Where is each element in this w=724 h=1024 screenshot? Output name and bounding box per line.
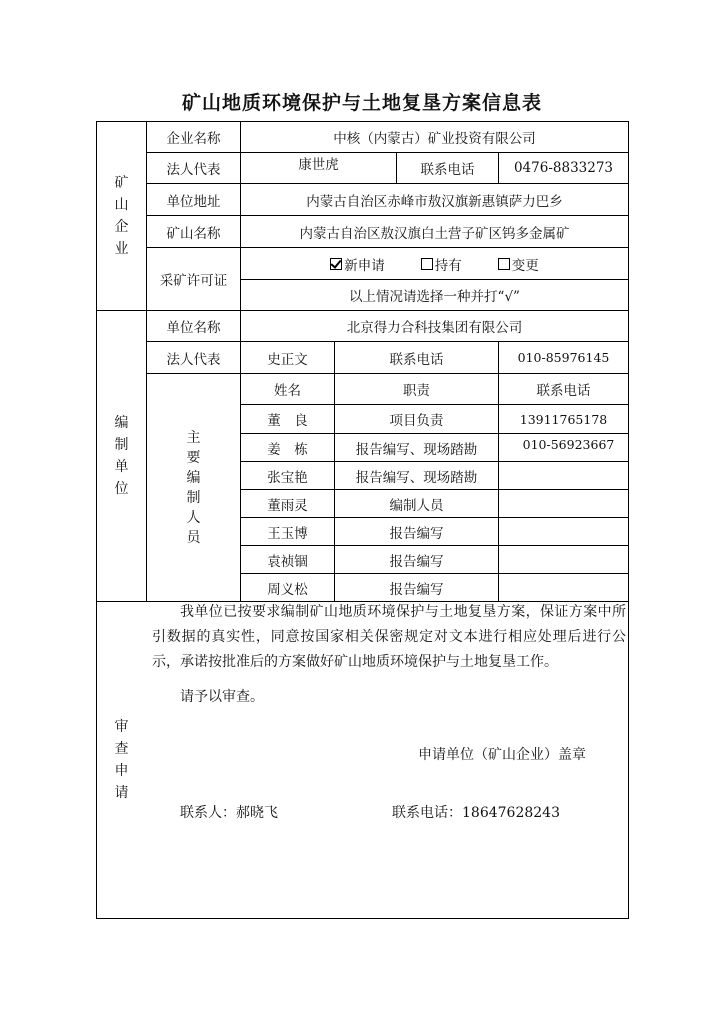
license-option-new[interactable]: 新申请 xyxy=(330,254,385,274)
staff-phone: 010-56923667 xyxy=(522,437,615,452)
compiler-legal-rep-label: 法人代表 xyxy=(166,351,221,368)
staff-duty: 报告编写、现场踏勘 xyxy=(355,441,478,458)
compiler-phone-value: 010-85976145 xyxy=(517,350,610,365)
staff-name: 张宝艳 xyxy=(267,469,308,486)
staff-phone xyxy=(499,574,628,601)
checkbox-checked-icon[interactable] xyxy=(330,258,342,270)
unit-name-label: 单位名称 xyxy=(166,320,221,336)
mine-name-value: 内蒙古自治区敖汉旗白土营子矿区钨多金属矿 xyxy=(299,225,570,242)
mine-enterprise-section-label: 矿 山 企 业 xyxy=(114,175,129,257)
mining-license-label: 采矿许可证 xyxy=(159,273,228,289)
contact-phone-label: 联系电话 xyxy=(420,162,475,178)
review-seal-line: 申请单位（矿山企业）盖章 xyxy=(418,747,586,763)
staff-name: 姜 栋 xyxy=(267,441,308,458)
staff-name: 袁祯锢 xyxy=(267,553,308,570)
address-value: 内蒙古自治区赤峰市敖汉旗新惠镇萨力巴乡 xyxy=(306,193,563,210)
license-options xyxy=(241,248,628,279)
staff-name: 董雨灵 xyxy=(267,497,308,514)
checkbox-icon[interactable] xyxy=(498,258,510,270)
legal-rep-label: 法人代表 xyxy=(166,162,221,178)
staff-section-label: 主 要 编 制 人 员 xyxy=(186,429,201,546)
staff-name: 董 良 xyxy=(267,413,308,429)
review-contact-phone: 联系电话：18647628243 xyxy=(392,805,560,821)
license-note: 以上情况请选择一种并打“√” xyxy=(349,289,520,305)
checkbox-icon[interactable] xyxy=(421,258,433,270)
staff-header-name: 姓名 xyxy=(274,383,301,399)
unit-name-value: 北京得力合科技集团有限公司 xyxy=(346,320,523,336)
compiler-phone-label: 联系电话 xyxy=(389,351,444,368)
form-title: 矿山地质环境保护与土地复垦方案信息表 xyxy=(181,92,542,114)
staff-duty: 项目负责 xyxy=(389,413,444,429)
staff-header-duty: 职责 xyxy=(403,383,430,399)
staff-duty: 编制人员 xyxy=(389,497,444,514)
legal-rep-value: 康世虎 xyxy=(298,157,339,173)
compiler-legal-rep-value: 史正文 xyxy=(267,351,308,368)
company-name-value: 中核（内蒙古）矿业投资有限公司 xyxy=(333,131,536,147)
company-name-label: 企业名称 xyxy=(166,131,221,147)
staff-name: 周义松 xyxy=(267,581,308,598)
license-option-change[interactable]: 变更 xyxy=(498,254,539,274)
contact-phone-value: 0476-8833273 xyxy=(513,160,614,176)
license-option-hold[interactable]: 持有 xyxy=(421,254,462,274)
mine-name-label: 矿山名称 xyxy=(166,225,221,242)
staff-phone xyxy=(499,462,628,489)
review-section-label: 审 查 申 请 xyxy=(114,719,129,801)
staff-duty: 报告编写 xyxy=(389,581,444,598)
staff-phone xyxy=(499,546,628,573)
staff-duty: 报告编写 xyxy=(389,525,444,542)
review-statement: 我单位已按要求编制矿山地质环境保护与土地复垦方案，保证方案中所引数据的真实性，同意按国家相关保密规定对文本进行相应处理后进行公示，承诺按批准后的方案做好矿山地质环境保护与土地复垦工作。 xyxy=(152,604,626,670)
compiler-section-label: 编 制 单 位 xyxy=(114,415,129,497)
staff-phone xyxy=(499,518,628,545)
review-request: 请予以审查。 xyxy=(180,689,264,705)
staff-name: 王玉博 xyxy=(267,525,308,542)
address-label: 单位地址 xyxy=(166,193,221,210)
staff-phone xyxy=(499,490,628,517)
review-contact-person: 联系人：郝晓飞 xyxy=(180,805,278,821)
staff-phone: 13911765178 xyxy=(519,411,608,427)
staff-header-phone: 联系电话 xyxy=(536,383,591,399)
staff-duty: 报告编写 xyxy=(389,553,444,570)
staff-duty: 报告编写、现场踏勘 xyxy=(355,469,478,486)
